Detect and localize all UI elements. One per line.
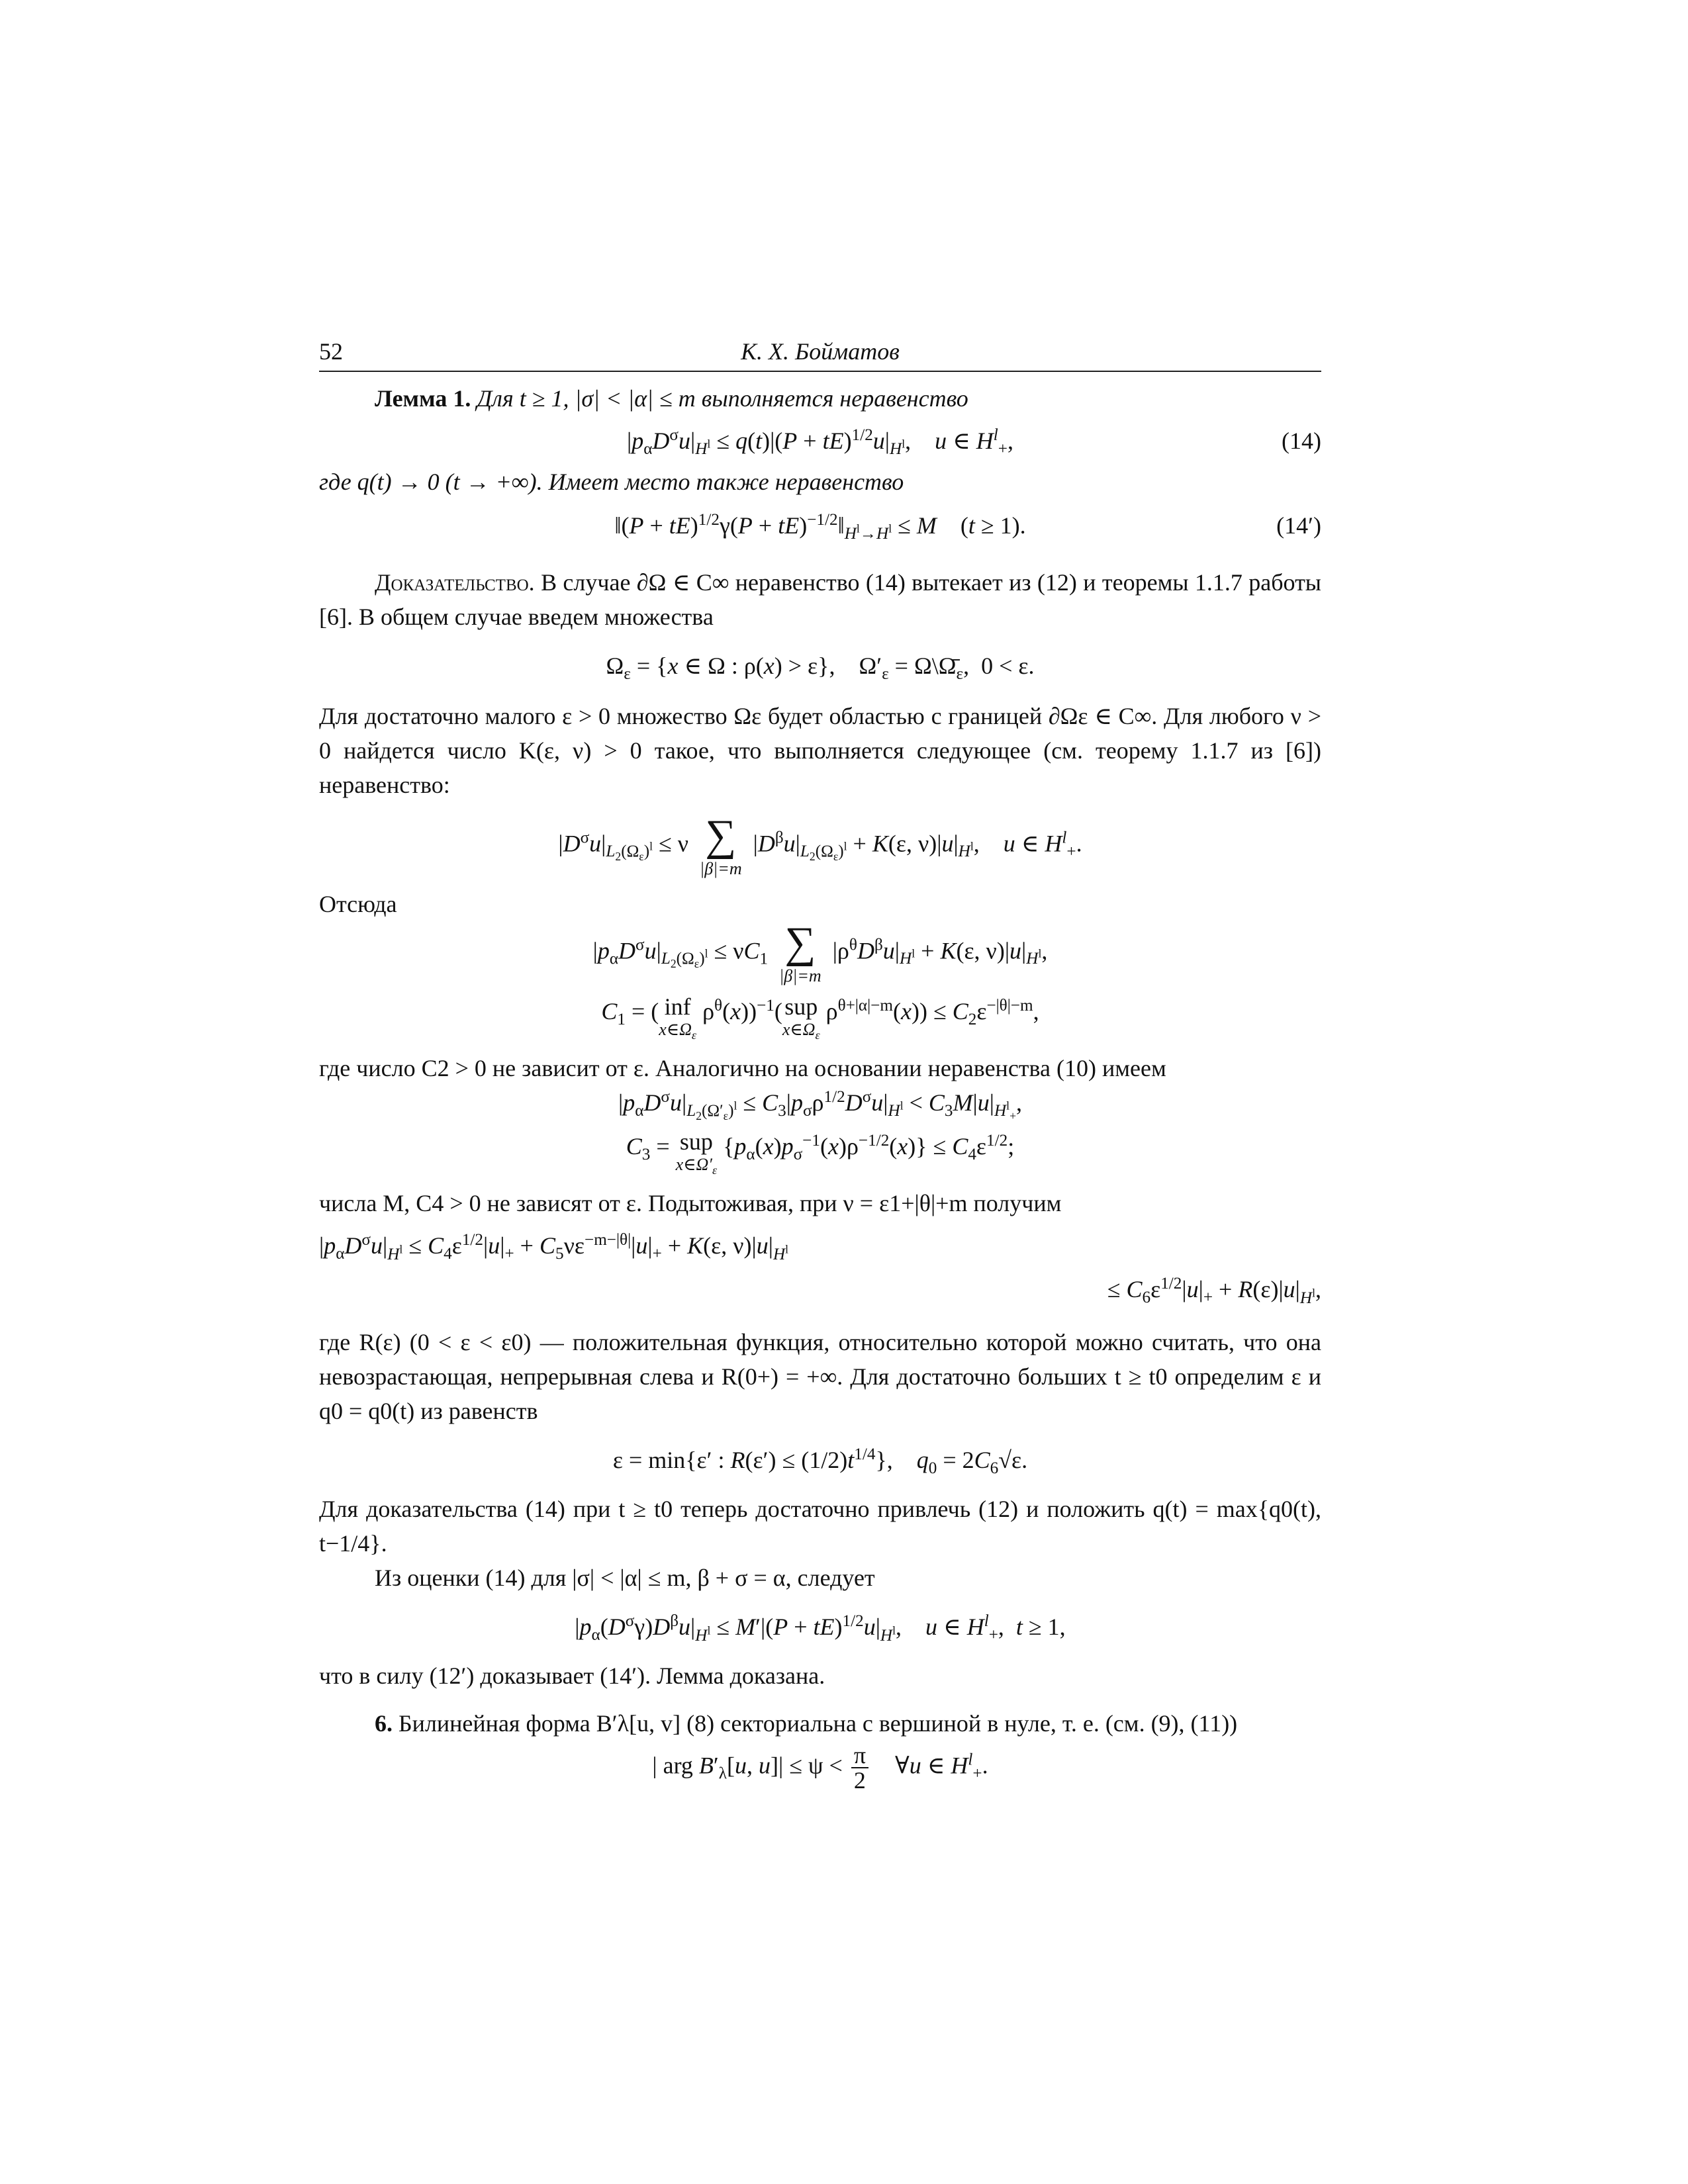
equation-interpolation [319,811,1321,878]
equation-body: ‖(P + $tE)^{1/2}\gamma(P + tE)^{-1/2}‖_{H^l\to H^l} \le M$ (t ≥ 1). [614,511,1026,543]
equation-line-2: ≤ $C_6\varepsilon^{1/2}|u|_+ + R(\varepsilon)|u|_{H^l}$, [1107,1275,1321,1307]
lemma-statement [319,381,1321,416]
proof-paragraph-4: где число C2 > 0 не зависит от ε. Аналогично на основании неравенства (10) имеем [319,1055,1166,1082]
proof-paragraph-9: что в силу (12′) доказывает (14′). Лемма доказана. [319,1662,825,1690]
equation-line-1: $|p_\alpha D^\sigma u|_{H^l} \le C_4\varepsilon^{1/2}|u|_+ + C_5\nu\varepsilon^{-m-|\theta|}|u|_+ + K(\varepsilon$, $\nu)|u|_{H^l}$ [319,1231,789,1263]
proof-paragraph-8: Из оценки (14) для |σ| < |α| ≤ m, β + σ = α, следует [375,1565,875,1592]
section-number: 6. [375,1710,393,1737]
sum-symbol: ∑ |β|=m [779,919,821,985]
equation-consequence [319,1610,1321,1644]
equation-hence [319,919,1321,1042]
section-6-text: Билинейная форма B′λ[u, v] (8) секториальна с вершиной в нуле, т. е. (см. (9), (11)) [399,1710,1238,1737]
proof-paragraph-3: Отсюда [319,891,397,917]
text-q: где q(t) → 0 (t → +∞). Имеет место также неравенство [319,469,904,495]
equation-14 [319,424,1321,458]
proof-text-1: В случае ∂Ω ∈ C∞ неравенство (14) вытекает из (12) и теоремы 1.1.7 работы [6]. В общем случае введем множества [319,569,1321,630]
lemma-label: Лемма 1. [375,385,471,412]
running-header [319,331,1321,372]
equation-c3 [319,1085,1321,1177]
equation-tag: (14) [1282,428,1321,454]
equation-sectorial [319,1743,1321,1792]
page-content [319,331,1321,1792]
equation-body: $|p_\alpha D^\sigma u|_{L_2(\Omega_\varepsilon)^l} \le \nu C_1$ ∑ |β|=m $|\rho^\theta D^\beta u|_{H^l} + K(\varepsilon$, $\nu)|u|_{H^l}$, [592,919,1048,985]
equation-summary [319,1228,1321,1306]
equation-body: ε = min{ε′ : $R(\varepsilon') \le (1/2)t^{1/4}$}, $q_0 = 2C_6√\varepsilon$. [612,1445,1028,1478]
equation-14-prime [319,508,1321,543]
lemma-text: Для t ≥ 1, |σ| < |α| ≤ m выполняется неравенство [477,385,968,412]
equation-body: $|p_\alpha D^\sigma u|_{H^l} \le q(t)|(P + tE)^{1/2}u|_{H^l}$, u ∈ $H^l_+$, [627,426,1013,459]
equation-omega-sets [319,649,1321,683]
equation-body: $|D^\sigma u|_{L_2(\Omega_\varepsilon)^l} \le \nu$ ∑ |β|=m $|D^\beta u|_{L_2(\Omega_\varepsilon)^l} + K(\varepsilon$, $\nu)|u|_{H^l}$, u ∈ $H^l_+$. [558,811,1082,878]
page-number: 52 [319,338,343,365]
equation-c3-def: $C_3$ = sup $x\in\Omega'_\varepsilon$ $\{p_\alpha(x)p_\sigma^{-1}(x)\rho^{-1/2}(x)\} \le C_4\varepsilon^{1/2}$; [626,1128,1015,1177]
section-6-paragraph [319,1706,1321,1741]
equation-body: | arg $B'_\lambda[u$, u]| ≤ ψ < $\frac{\pi}{2}$ ∀u ∈ $H^l_+$. [652,1742,988,1794]
proof-paragraph-5: числа M, C4 > 0 не зависят от ε. Подытоживая, при ν = ε1+|θ|+m получим [319,1190,1062,1217]
equation-c1: $C_1$ = ( inf $x\in\Omega_\varepsilon$ $\rho^\theta(x))^{-1}(sup$ $x\in\Omega_\varepsilon$ $\rho^{\theta+|\alpha|-m}(x)) \le C_2\varepsilon^{-|\theta|-m}$, [601,993,1039,1042]
equation-body: $\Omega_\varepsilon = \{x$ ∈ Ω : ρ(x) > ε}, $\Omega'_\varepsilon$ = $\Omega\backslash\Omegā_\varepsilon$, 0 < ε. [606,653,1035,684]
sum-symbol: ∑ |β|=m [700,811,742,878]
equation-tag: (14′) [1276,512,1321,539]
equation-epsilon-def [319,1443,1321,1477]
proof-paragraph-6: где R(ε) (0 < ε < ε0) — положительная функция, относительно которой можно считать, что она невозрастающая, непрерывная слева и R(0+) = +∞. Для достаточно больших t ≥ t0 определим ε и q0 = q0(t) из равенств [319,1329,1321,1425]
equation-body: $|p_\alpha D^\sigma u|_{L_2(\Omega'_\varepsilon)^l} \le C_3|p_\sigma\rho^{1/2}D^\sigma u|_{H^l} < C_3M|u|_{H^l_+}$, [618,1088,1023,1123]
proof-paragraph-2: Для достаточно малого ε > 0 множество Ωε будет областью с границей ∂Ωε ∈ C∞. Для любого ν > 0 найдется число K(ε, ν) > 0 такое, что выполняется следующее (см. теорему 1.1.7 из [6]) неравенство: [319,703,1321,798]
running-title: К. Х. Бойматов [741,338,900,365]
proof-paragraph-1 [319,565,1321,634]
proof-label: Доказательство. [375,569,535,596]
equation-body: $|p_\alpha(D^\sigma\gamma)D^\beta u|_{H^l} \le M'|(P + tE)^{1/2}u|_{H^l}$, u ∈ $H^l_+$, t ≥ 1, [575,1612,1066,1645]
proof-paragraph-7: Для доказательства (14) при t ≥ t0 теперь достаточно привлечь (12) и положить q(t) = max{q0(t), t−1/4}. [319,1496,1321,1557]
